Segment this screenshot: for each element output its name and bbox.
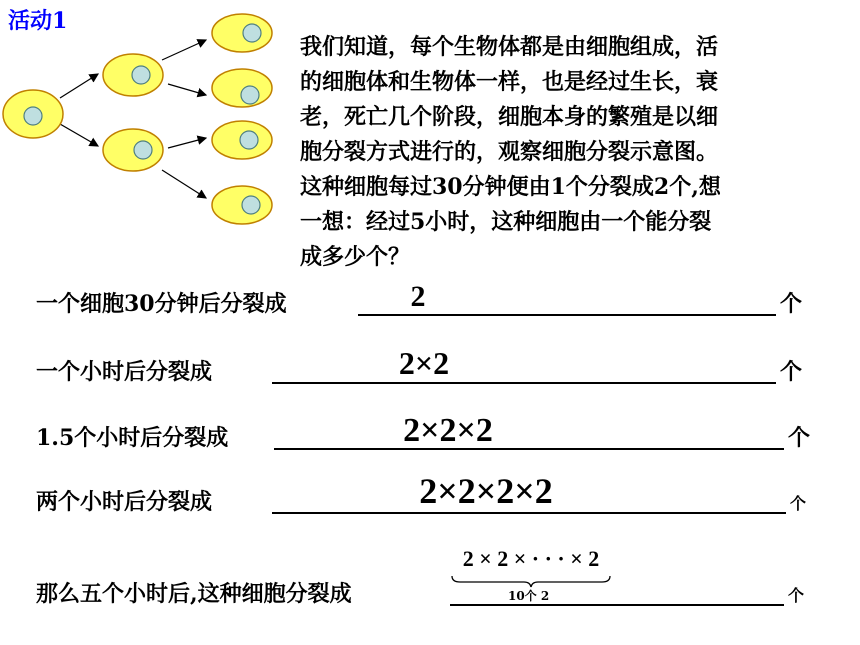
paragraph-line: 成多少个？ <box>300 244 411 270</box>
activity-title: 活动1 <box>8 8 68 34</box>
division-arrow <box>60 74 98 98</box>
answer-text: 2×2×2×2 <box>419 471 553 511</box>
cell <box>212 14 272 52</box>
answer-text: 2 × 2 × · · · × 2 <box>462 546 600 571</box>
cell <box>212 69 272 107</box>
division-arrow <box>168 84 206 95</box>
cell <box>103 129 163 171</box>
unit-label: 个 <box>780 291 803 317</box>
division-arrow <box>60 124 98 146</box>
answer-blank <box>272 382 776 384</box>
underbrace <box>446 574 616 588</box>
paragraph-line: 这种细胞每过30分钟便由1个分裂成2个,想 <box>300 174 721 200</box>
answer-row-30min <box>36 282 816 322</box>
answer-row-1-5h <box>36 412 826 456</box>
row-label: 一个细胞30分钟后分裂成 <box>36 291 287 317</box>
cell-nucleus <box>24 107 42 125</box>
row-label: 一个小时后分裂成 <box>36 359 213 385</box>
paragraph-line: 我们知道，每个生物体都是由细胞组成，活 <box>300 34 719 60</box>
paragraph-line: 老，死亡几个阶段，细胞本身的繁殖是以细 <box>300 104 719 130</box>
cell-division-diagram <box>0 0 300 240</box>
answer-row-5h <box>36 540 826 612</box>
row-label: 那么五个小时后,这种细胞分裂成 <box>36 581 352 607</box>
answer-text: 2×2 <box>398 345 450 381</box>
answer-blank <box>274 448 784 450</box>
division-arrow <box>162 40 206 60</box>
paragraph-line: 一想：经过5小时，这种细胞由一个能分裂 <box>300 209 712 235</box>
unit-label: 个 <box>780 359 803 385</box>
answer-blank <box>450 604 784 606</box>
division-arrow <box>168 138 206 148</box>
cell-nucleus <box>243 24 261 42</box>
answer-text: 2 <box>410 280 426 313</box>
row-label: 两个小时后分裂成 <box>36 489 213 515</box>
answer-text: 2×2×2 <box>403 412 493 449</box>
paragraph-line: 的细胞体和生物体一样，也是经过生长，衰 <box>300 69 719 95</box>
cell-nucleus <box>134 141 152 159</box>
cell-nucleus <box>242 196 260 214</box>
paragraph-line: 胞分裂方式进行的，观察细胞分裂示意图。 <box>300 139 719 165</box>
brace-note: 10个 2 <box>508 589 550 603</box>
answer-blank <box>272 512 786 514</box>
division-arrow <box>162 170 206 198</box>
cell-nucleus <box>241 86 259 104</box>
unit-label: 个 <box>788 425 811 451</box>
problem-paragraph <box>300 30 852 275</box>
unit-label: 个 <box>788 586 805 605</box>
cell-nucleus <box>132 66 150 84</box>
answer-row-2h <box>36 471 826 520</box>
answer-row-1h <box>36 345 816 390</box>
cell-nucleus <box>240 131 258 149</box>
row-label: 1.5个小时后分裂成 <box>36 425 229 451</box>
unit-label: 个 <box>790 494 807 513</box>
answer-blank <box>358 314 776 316</box>
